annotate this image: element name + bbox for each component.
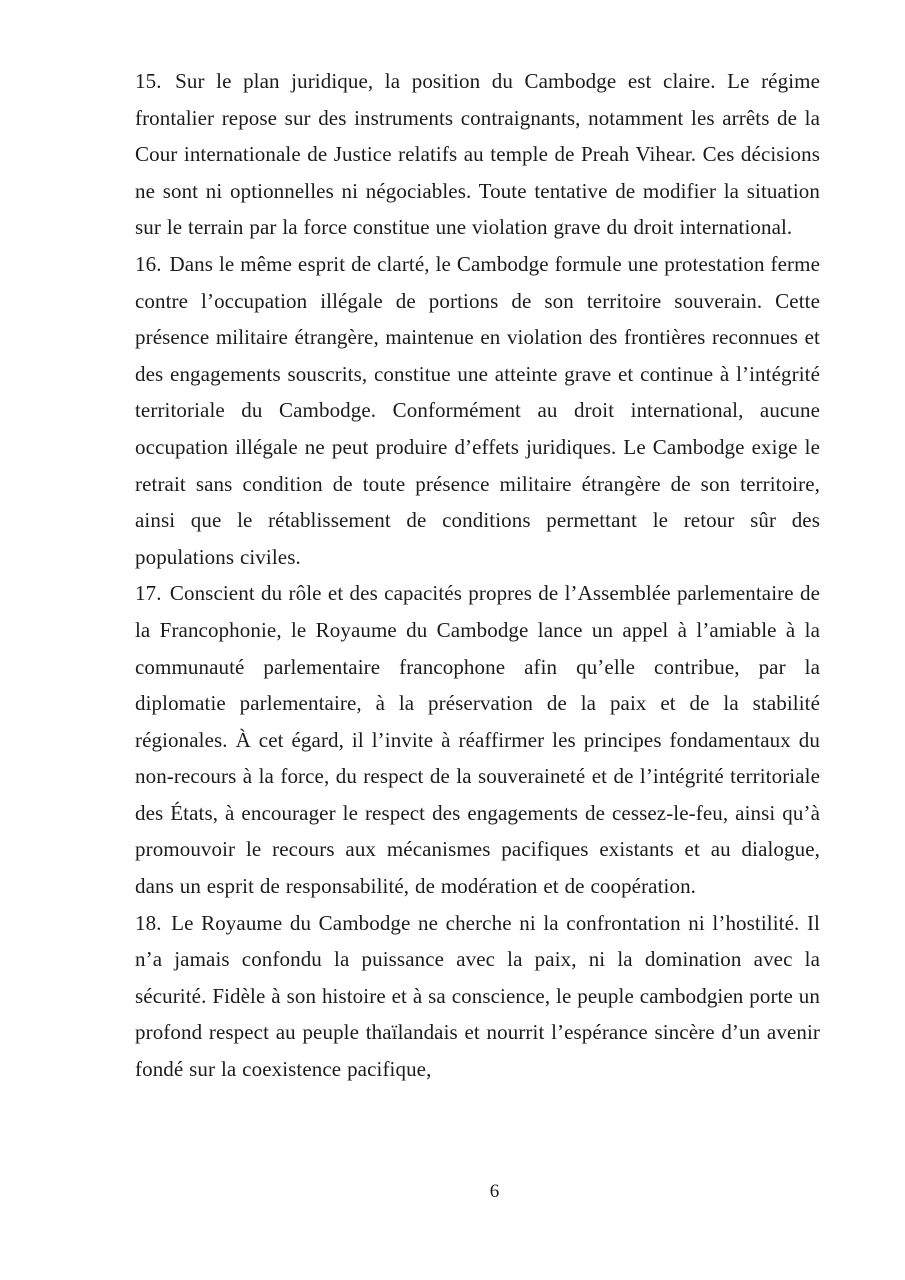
paragraph-number: 17. [135,581,162,606]
page-footer [135,1180,820,1204]
paragraph-16 [135,246,820,575]
paragraph-18 [135,905,820,1088]
paragraph-number: 15. [135,69,162,93]
paragraph-15 [135,63,820,246]
document-body [135,63,820,1088]
paragraph-text: Le Royaume du Cambodge ne cherche ni la confrontation ni l’hostilité. Il n’a jamais confondu la puissance avec la paix, ni la domination avec la sécurité. Fidèle à son histoire et à sa conscience, le peuple cambodgien porte un profond respect au peuple thaïlandais et nourrit l’espérance sincère d’un avenir fondé sur la coexistence pacifique, [135,910,820,1082]
paragraph-number: 18. [135,910,162,935]
paragraph-text: Sur le plan juridique, la position du Cambodge est claire. Le régime frontalier repose sur des instruments contraignants, notamment les arrêts de la Cour internationale de Justice relatifs au temple de Preah Vihear. Ces décisions ne sont ni optionnelles ni négociables. Toute tentative de modifier la situation sur le terrain par la force constitue une violation grave du droit international. [135,69,820,240]
paragraph-text: Conscient du rôle et des capacités propres de l’Assemblée parlementaire de la Francophonie, le Royaume du Cambodge lance un appel à l’amiable à la communauté parlementaire francophone afin qu’elle contribue, par la diplomatie parlementaire, à la préservation de la paix et de la stabilité régionales. À cet égard, il l’invite à réaffirmer les principes fondamentaux du non-recours à la force, du respect de la souveraineté et de l’intégrité territoriale des États, à encourager le respect des engagements de cessez-le-feu, ainsi qu’à promouvoir le recours aux mécanismes pacifiques existants et au dialogue, dans un esprit de responsabilité, de modération et de coopération. [135,581,820,899]
paragraph-number: 16. [135,251,162,276]
paragraph-text: Dans le même esprit de clarté, le Cambodge formule une protestation ferme contre l’occupation illégale de portions de son territoire souverain. Cette présence militaire étrangère, maintenue en violation des frontières reconnues et des engagements souscrits, constitue une atteinte grave et continue à l’intégrité territoriale du Cambodge. Conformément au droit international, aucune occupation illégale ne peut produire d’effets juridiques. Le Cambodge exige le retrait sans condition de toute présence militaire étrangère de son territoire, ainsi que le rétablissement de conditions permettant le retour sûr des populations civiles. [135,251,820,569]
page-number: 6 [489,1181,500,1202]
paragraph-17 [135,575,820,904]
